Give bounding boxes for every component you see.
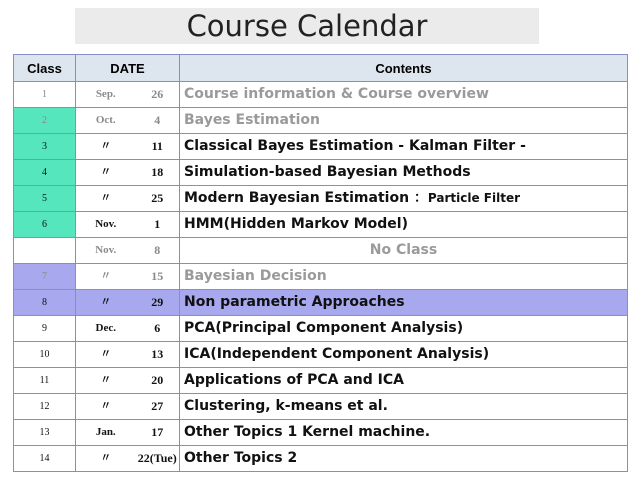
date-day-cell: 4 — [136, 108, 180, 134]
contents-subtext: Particle Filter — [427, 191, 521, 205]
class-number-cell: 14 — [14, 446, 76, 472]
class-number-cell: 12 — [14, 394, 76, 420]
contents-text: Non parametric Approaches — [184, 294, 405, 310]
date-month-cell: 〃 — [76, 368, 136, 394]
date-month-cell: Nov. — [76, 212, 136, 238]
table-body — [14, 82, 628, 472]
table-row — [14, 108, 628, 134]
table-row — [14, 394, 628, 420]
date-month-cell: Dec. — [76, 316, 136, 342]
contents-text: Bayesian Decision — [184, 268, 327, 284]
date-month-cell: Jan. — [76, 420, 136, 446]
contents-cell — [180, 342, 628, 368]
table-row — [14, 186, 628, 212]
date-month-cell: Oct. — [76, 108, 136, 134]
table-header-row — [14, 55, 628, 82]
contents-cell — [180, 264, 628, 290]
class-number-cell: 3 — [14, 134, 76, 160]
date-month-cell: Sep. — [76, 82, 136, 108]
date-month-cell: 〃 — [76, 446, 136, 472]
contents-text: Applications of PCA and ICA — [184, 372, 404, 388]
table-row — [14, 446, 628, 472]
date-day-cell: 11 — [136, 134, 180, 160]
date-day-cell: 27 — [136, 394, 180, 420]
contents-text: No Class — [369, 242, 438, 258]
class-number-cell: 13 — [14, 420, 76, 446]
table-row — [14, 82, 628, 108]
date-day-cell: 1 — [136, 212, 180, 238]
date-day-cell: 20 — [136, 368, 180, 394]
table-row — [14, 316, 628, 342]
contents-text: HMM(Hidden Markov Model) — [184, 216, 408, 232]
contents-cell — [180, 108, 628, 134]
date-month-cell: 〃 — [76, 290, 136, 316]
contents-text: Simulation-based Bayesian Methods — [184, 164, 471, 180]
page-title: Course Calendar — [75, 8, 539, 44]
date-month-cell: 〃 — [76, 264, 136, 290]
class-number-cell: 2 — [14, 108, 76, 134]
date-day-cell: 25 — [136, 186, 180, 212]
contents-text: Bayes Estimation — [184, 112, 321, 128]
contents-cell — [180, 160, 628, 186]
contents-text: Modern Bayesian Estimation ： — [184, 190, 428, 206]
class-number-cell: 11 — [14, 368, 76, 394]
date-day-cell: 13 — [136, 342, 180, 368]
class-number-cell: 7 — [14, 264, 76, 290]
date-month-cell: 〃 — [76, 342, 136, 368]
class-number-cell: 8 — [14, 290, 76, 316]
date-day-cell: 22(Tue) — [136, 446, 180, 472]
table-row — [14, 420, 628, 446]
contents-cell — [180, 290, 628, 316]
contents-cell — [180, 82, 628, 108]
date-day-cell: 17 — [136, 420, 180, 446]
date-day-cell: 8 — [136, 238, 180, 264]
contents-text: Clustering, k-means et al. — [184, 398, 388, 414]
contents-cell — [180, 212, 628, 238]
table-row — [14, 160, 628, 186]
class-number-cell: 5 — [14, 186, 76, 212]
date-day-cell: 6 — [136, 316, 180, 342]
class-number-cell: 10 — [14, 342, 76, 368]
table-row — [14, 238, 628, 264]
contents-text: Classical Bayes Estimation - Kalman Filter - — [184, 138, 526, 154]
date-month-cell: 〃 — [76, 160, 136, 186]
table-row — [14, 342, 628, 368]
class-number-cell — [14, 238, 76, 264]
table-row — [14, 134, 628, 160]
contents-text: Other Topics 2 — [184, 450, 298, 466]
contents-cell — [180, 420, 628, 446]
date-day-cell: 26 — [136, 82, 180, 108]
class-number-cell: 9 — [14, 316, 76, 342]
contents-cell — [180, 394, 628, 420]
contents-cell — [180, 368, 628, 394]
table-row — [14, 290, 628, 316]
table-row — [14, 368, 628, 394]
date-month-cell: Nov. — [76, 238, 136, 264]
date-day-cell: 15 — [136, 264, 180, 290]
contents-text: ICA(Independent Component Analysis) — [184, 346, 490, 362]
date-day-cell: 18 — [136, 160, 180, 186]
date-month-cell: 〃 — [76, 134, 136, 160]
contents-cell — [180, 134, 628, 160]
date-column-header: DATE — [76, 55, 180, 82]
class-column-header: Class — [14, 55, 76, 82]
contents-column-header: Contents — [180, 55, 628, 82]
date-day-cell: 29 — [136, 290, 180, 316]
contents-cell — [180, 316, 628, 342]
contents-cell — [180, 186, 628, 212]
date-month-cell: 〃 — [76, 394, 136, 420]
contents-text: Course information & Course overview — [184, 86, 489, 102]
table-row — [14, 264, 628, 290]
contents-cell — [180, 238, 628, 264]
table-row — [14, 212, 628, 238]
class-number-cell: 1 — [14, 82, 76, 108]
class-number-cell: 6 — [14, 212, 76, 238]
contents-cell — [180, 446, 628, 472]
contents-text: PCA(Principal Component Analysis) — [184, 320, 464, 336]
class-number-cell: 4 — [14, 160, 76, 186]
contents-text: Other Topics 1 Kernel machine. — [184, 424, 431, 440]
course-calendar-table — [13, 54, 628, 472]
date-month-cell: 〃 — [76, 186, 136, 212]
